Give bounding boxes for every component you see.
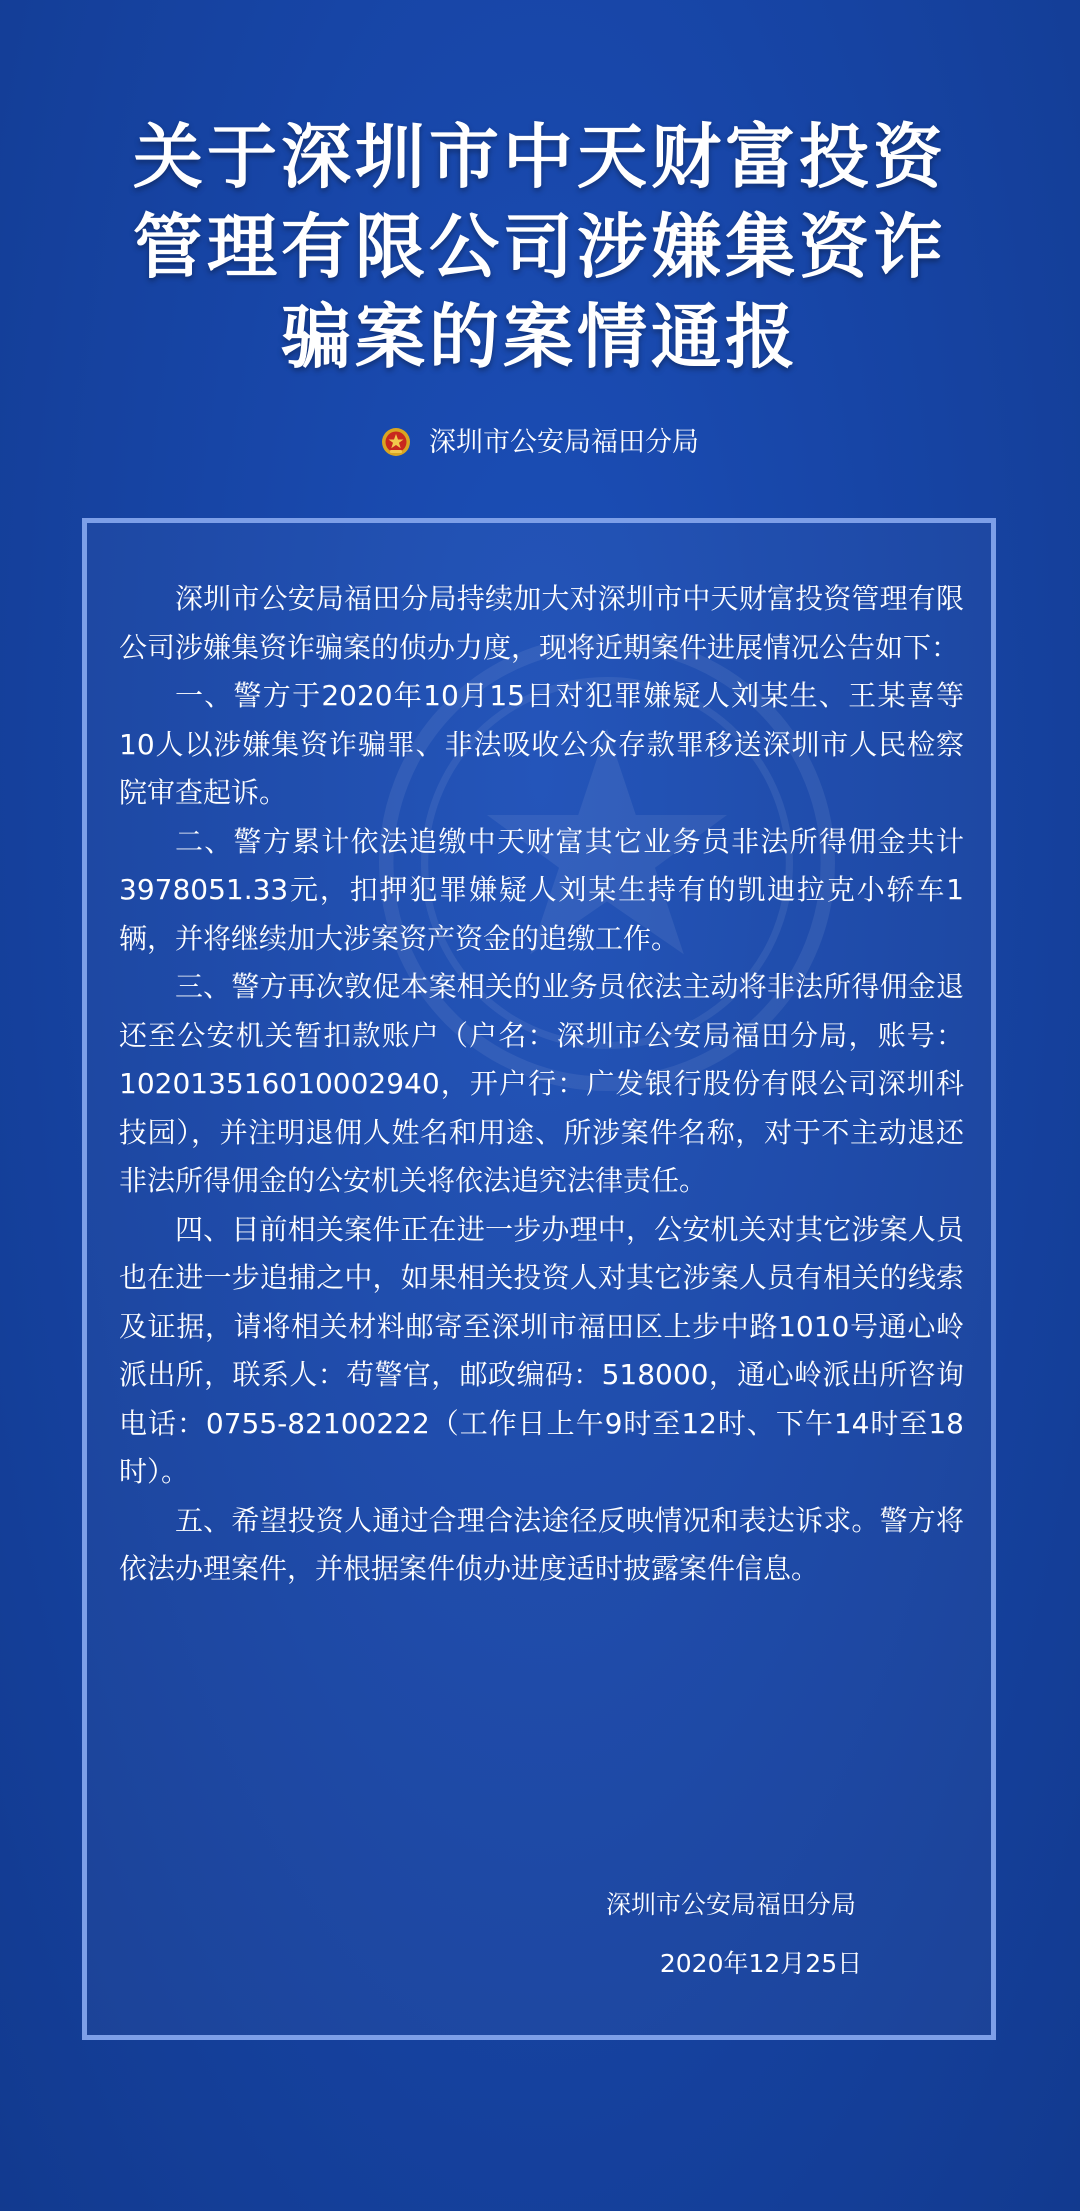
notice-panel: [82, 518, 996, 2040]
title-line-2: 管理有限公司涉嫌集资诈: [133, 205, 947, 288]
notice-title: [0, 112, 1080, 382]
paragraph-4: 四、目前相关案件正在进一步办理中，公安机关对其它涉案人员也在进一步追捕之中，如果相关投资人对其它涉案人员有相关的线索及证据，请将相关材料邮寄至深圳市福田区上步中路1010号通心岭派出所，联系人：苟警官，邮政编码：518000，通心岭派出所咨询电话：0755-82100222（工作日上午9时至12时、下午14时至18时）。: [119, 1212, 964, 1488]
paragraph-2: 二、警方累计依法追缴中天财富其它业务员非法所得佣金共计3978051.33元，扣押犯罪嫌疑人刘某生持有的凯迪拉克小轿车1辆，并将继续加大涉案资产资金的追缴工作。: [119, 824, 964, 955]
paragraph-intro: 深圳市公安局福田分局持续加大对深圳市中天财富投资管理有限公司涉嫌集资诈骗案的侦办力度，现将近期案件进展情况公告如下：: [119, 582, 964, 664]
signature-date: 2020年12月25日: [659, 1949, 863, 1978]
paragraph-1: 一、警方于2020年10月15日对犯罪嫌疑人刘某生、王某喜等10人以涉嫌集资诈骗罪、非法吸收公众存款罪移送深圳市人民检察院审查起诉。: [119, 679, 964, 809]
notice-body: [119, 575, 964, 1594]
title-line-1: 关于深圳市中天财富投资: [133, 115, 947, 198]
issuer-name: 深圳市公安局福田分局: [429, 427, 699, 458]
paragraph-5: 五、希望投资人通过合理合法途径反映情况和表达诉求。警方将依法办理案件，并根据案件侦办进度适时披露案件信息。: [119, 1503, 964, 1585]
signature-org: 深圳市公安局福田分局: [605, 1890, 856, 1919]
police-emblem-icon: [381, 427, 411, 457]
paragraph-3: 三、警方再次敦促本案相关的业务员依法主动将非法所得佣金退还至公安机关暂扣款账户（户名：深圳市公安局福田分局，账号：102013516010002940，开户行：广发银行股份有限公司深圳科技园），并注明退佣人姓名和用途、所涉案件名称，对于不主动退还非法所得佣金的公安机关将依法追究法律责任。: [119, 970, 964, 1197]
title-line-3: 骗案的案情通报: [281, 295, 799, 378]
issuer-line: [0, 425, 1080, 461]
